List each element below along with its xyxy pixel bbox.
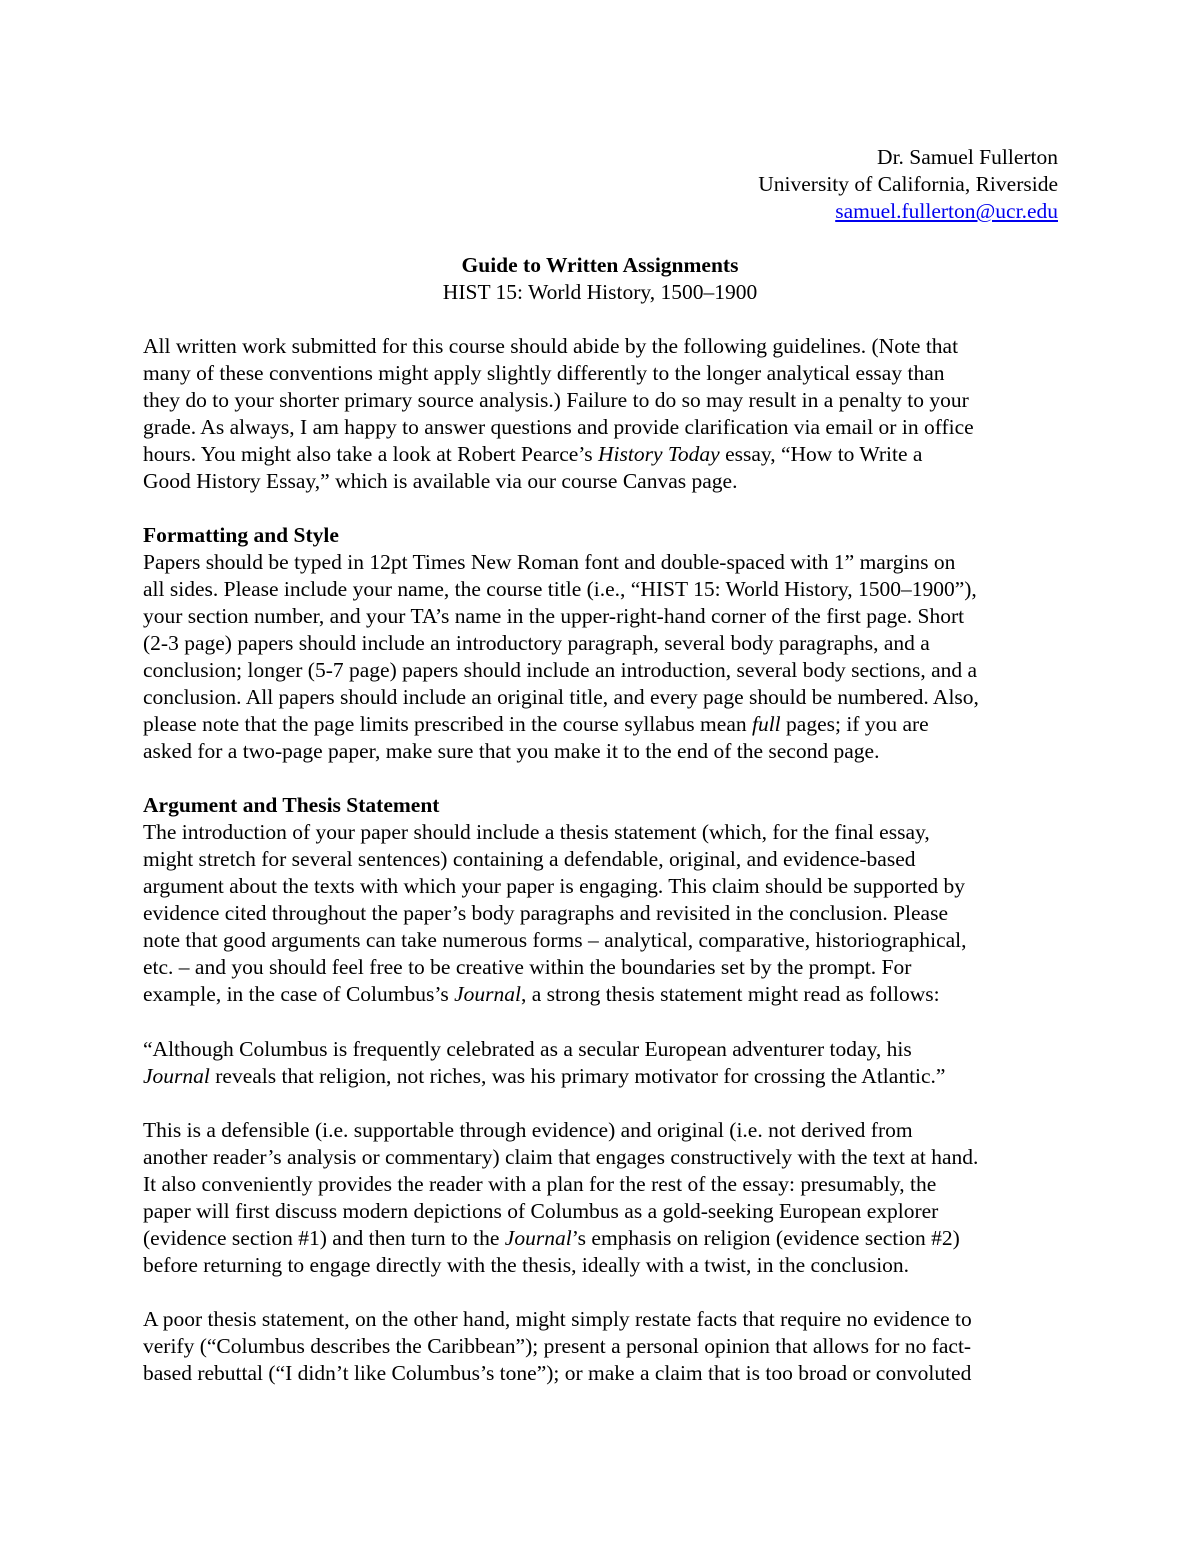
text-line: verify (“Columbus describes the Caribbean”); present a personal opinion that allows for no fact- [143,1334,972,1358]
text-line: they do to your shorter primary source analysis.) Failure to do so may result in a penalty to your [143,388,969,412]
text-line: A poor thesis statement, on the other hand, might simply restate facts that require no evidence to [143,1307,972,1331]
analysis-paragraph [143,1117,1058,1279]
text-line: The introduction of your paper should include a thesis statement (which, for the final essay, [143,820,930,844]
poor-thesis-paragraph [143,1306,1058,1387]
author-email-link[interactable]: samuel.fullerton@ucr.edu [835,199,1058,223]
formatting-heading: Formatting and Style [143,523,339,547]
text-line: (2-3 page) papers should include an introductory paragraph, several body paragraphs, and a [143,631,930,655]
text-line: before returning to engage directly with the thesis, ideally with a twist, in the conclusion. [143,1253,910,1277]
formatting-section [143,522,1058,765]
text-line: please note that the page limits prescribed in the course syllabus mean full pages; if you are [143,712,929,736]
thesis-example-quote [143,1036,1058,1090]
text-line: conclusion; longer (5-7 page) papers should include an introduction, several body sections, and a [143,658,978,682]
text-line: another reader’s analysis or commentary) claim that engages constructively with the text at hand. [143,1145,979,1169]
argument-heading: Argument and Thesis Statement [143,793,440,817]
text-line: Papers should be typed in 12pt Times New Roman font and double-spaced with 1” margins on [143,550,956,574]
text-line: might stretch for several sentences) containing a defendable, original, and evidence-based [143,847,916,871]
text-line: Good History Essay,” which is available via our course Canvas page. [143,469,738,493]
course-title: HIST 15: World History, 1500–1900 [442,280,758,304]
text-line: argument about the texts with which your paper is engaging. This claim should be supported by [143,874,966,898]
text-line: all sides. Please include your name, the course title (i.e., “HIST 15: World History, 1500–1900”), [143,577,977,601]
text-line: hours. You might also take a look at Robert Pearce’s History Today essay, “How to Write a [143,442,923,466]
author-institution: University of California, Riverside [758,172,1058,196]
document-title: Guide to Written Assignments [461,253,739,277]
text-line: based rebuttal (“I didn’t like Columbus’s tone”); or make a claim that is too broad or convoluted [143,1361,972,1385]
text-line: example, in the case of Columbus’s Journal, a strong thesis statement might read as follows: [143,982,940,1006]
text-line: etc. – and you should feel free to be creative within the boundaries set by the prompt. For [143,955,912,979]
text-line: conclusion. All papers should include an original title, and every page should be numbered. Also, [143,685,979,709]
text-line: your section number, and your TA’s name in the upper-right-hand corner of the first page. Short [143,604,965,628]
author-header [758,144,1058,225]
text-line: (evidence section #1) and then turn to the Journal’s emphasis on religion (evidence section #2) [143,1226,960,1250]
text-line: This is a defensible (i.e. supportable through evidence) and original (i.e. not derived from [143,1118,913,1142]
text-line: Journal reveals that religion, not riches, was his primary motivator for crossing the Atlantic.” [143,1064,946,1088]
text-line: grade. As always, I am happy to answer questions and provide clarification via email or in office [143,415,974,439]
text-line: It also conveniently provides the reader with a plan for the rest of the essay: presumably, the [143,1172,937,1196]
text-line: many of these conventions might apply slightly differently to the longer analytical essay than [143,361,945,385]
text-line: evidence cited throughout the paper’s body paragraphs and revisited in the conclusion. Please [143,901,949,925]
text-line: note that good arguments can take numerous forms – analytical, comparative, historiographical, [143,928,967,952]
text-line: All written work submitted for this course should abide by the following guidelines. (Note that [143,334,959,358]
intro-paragraph [143,333,1058,495]
argument-section [143,792,1058,1008]
author-name: Dr. Samuel Fullerton [877,145,1058,169]
history-today-title: History Today [598,442,720,466]
text-line: paper will first discuss modern depictions of Columbus as a gold-seeking European explorer [143,1199,939,1223]
text-line: asked for a two-page paper, make sure that you make it to the end of the second page. [143,739,880,763]
text-line: “Although Columbus is frequently celebrated as a secular European adventurer today, his [143,1037,912,1061]
document-title-block [0,252,1200,306]
